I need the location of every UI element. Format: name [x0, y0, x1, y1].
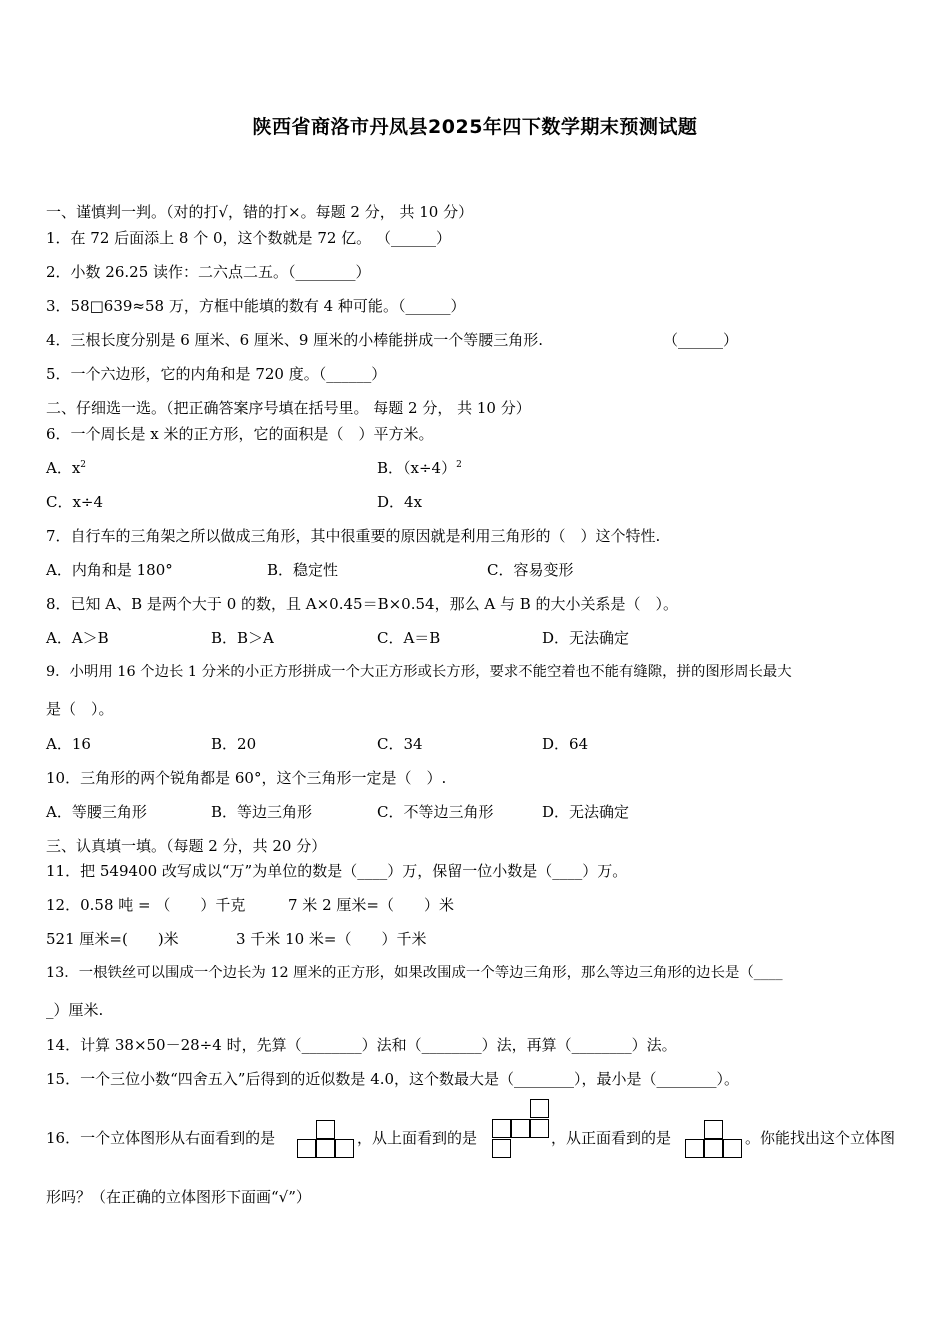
question-13-line2: _）厘米.	[46, 1001, 104, 1019]
q8-option-a: A．A＞B	[46, 629, 109, 647]
q6-option-c: C．x÷4	[46, 493, 104, 511]
question-12-c: 521 厘米=( )米	[46, 930, 179, 948]
q10-option-b: B．等边三角形	[211, 803, 313, 821]
question-5: 5．一个六边形，它的内角和是 720 度。（______）	[46, 365, 387, 383]
q6-option-a-label: A．x	[46, 459, 81, 477]
question-11: 11．把 549400 改写成以“万”为单位的数是（____）万，保留一位小数是（____）万。	[46, 862, 628, 880]
question-16-part1: 16．一个立体图形从右面看到的是	[46, 1129, 276, 1147]
top-view-figure	[491, 1099, 551, 1161]
question-3: 3．58□639≈58 万，方框中能填的数有 4 种可能。（______）	[46, 297, 466, 315]
q8-option-b: B．B＞A	[211, 629, 274, 647]
question-12-a: 12．0.58 吨 = （ ）千克	[46, 896, 246, 914]
q6-option-a-sup: 2	[80, 460, 87, 470]
q8-option-d: D．无法确定	[542, 629, 630, 647]
section1-heading: 一、谨慎判一判。（对的打√，错的打×。每题 2 分， 共 10 分）	[46, 203, 474, 221]
right-view-figure	[297, 1119, 357, 1159]
q6-option-a	[46, 458, 86, 478]
q7-option-a: A．内角和是 180°	[46, 561, 173, 579]
q9-option-d: D．64	[542, 735, 589, 753]
question-2: 2．小数 26.25 读作：二六点二五。（________）	[46, 263, 371, 281]
question-1: 1．在 72 后面添上 8 个 0，这个数就是 72 亿。 （______）	[46, 229, 451, 247]
question-13-line1: 13．一根铁丝可以围成一个边长为 12 厘米的正方形，如果改围成一个等边三角形，那么等边三角形的边长是（____	[46, 965, 783, 981]
question-16-line2: 形吗？（在正确的立体图形下面画“√”）	[46, 1188, 311, 1206]
q9-option-c: C．34	[377, 735, 423, 753]
question-8: 8．已知 A、B 是两个大于 0 的数，且 A×0.45＝B×0.54，那么 A 与 B 的大小关系是（ ）。	[46, 595, 679, 613]
question-16-part2: ，从上面看到的是	[357, 1129, 478, 1147]
q6-option-b-label: B．（x÷4）	[377, 459, 457, 477]
question-4: 4．三根长度分别是 6 厘米、6 厘米、9 厘米的小棒能拼成一个等腰三角形.	[46, 331, 544, 349]
q9-option-b: B．20	[211, 735, 257, 753]
question-15: 15．一个三位小数“四舍五入”后得到的近似数是 4.0，这个数最大是（________），最小是（________）。	[46, 1070, 740, 1088]
q9-option-a: A．16	[46, 735, 91, 753]
front-view-figure	[685, 1119, 745, 1159]
question-7: 7．自行车的三角架之所以做成三角形，其中很重要的原因就是利用三角形的（ ）这个特性.	[46, 527, 661, 545]
question-12-b: 7 米 2 厘米=（ ）米	[288, 896, 454, 914]
q6-option-b	[377, 458, 462, 478]
question-10: 10．三角形的两个锐角都是 60°，这个三角形一定是（ ）.	[46, 769, 447, 787]
q10-option-d: D．无法确定	[542, 803, 630, 821]
q7-option-b: B．稳定性	[267, 561, 339, 579]
q7-option-c: C．容易变形	[487, 561, 574, 579]
question-9-line2: 是（ ）。	[46, 700, 114, 718]
q8-option-c: C．A＝B	[377, 629, 441, 647]
q10-option-c: C．不等边三角形	[377, 803, 494, 821]
section3-heading: 三、认真填一填。（每题 2 分，共 20 分）	[46, 837, 327, 855]
question-9-line1: 9．小明用 16 个边长 1 分米的小正方形拼成一个大正方形或长方形，要求不能空着也不能有缝隙，拼的图形周长最大	[46, 664, 792, 680]
question-16-part4: 。你能找出这个立体图	[745, 1129, 896, 1147]
question-4-blank: （______）	[663, 331, 739, 349]
question-16-part3: ，从正面看到的是	[551, 1129, 672, 1147]
question-12-d: 3 千米 10 米=（ ）千米	[236, 930, 427, 948]
section2-heading: 二、仔细选一选。（把正确答案序号填在括号里。 每题 2 分， 共 10 分）	[46, 399, 531, 417]
q6-option-d: D．4x	[377, 493, 423, 511]
question-6: 6．一个周长是 x 米的正方形，它的面积是（ ）平方米。	[46, 425, 434, 443]
q10-option-a: A．等腰三角形	[46, 803, 147, 821]
question-14: 14．计算 38×50－28÷4 时，先算（________）法和（________）法，再算（________）法。	[46, 1036, 677, 1054]
page-title: 陕西省商洛市丹凤县2025年四下数学期末预测试题	[252, 116, 698, 138]
q6-option-b-sup: 2	[456, 460, 462, 470]
